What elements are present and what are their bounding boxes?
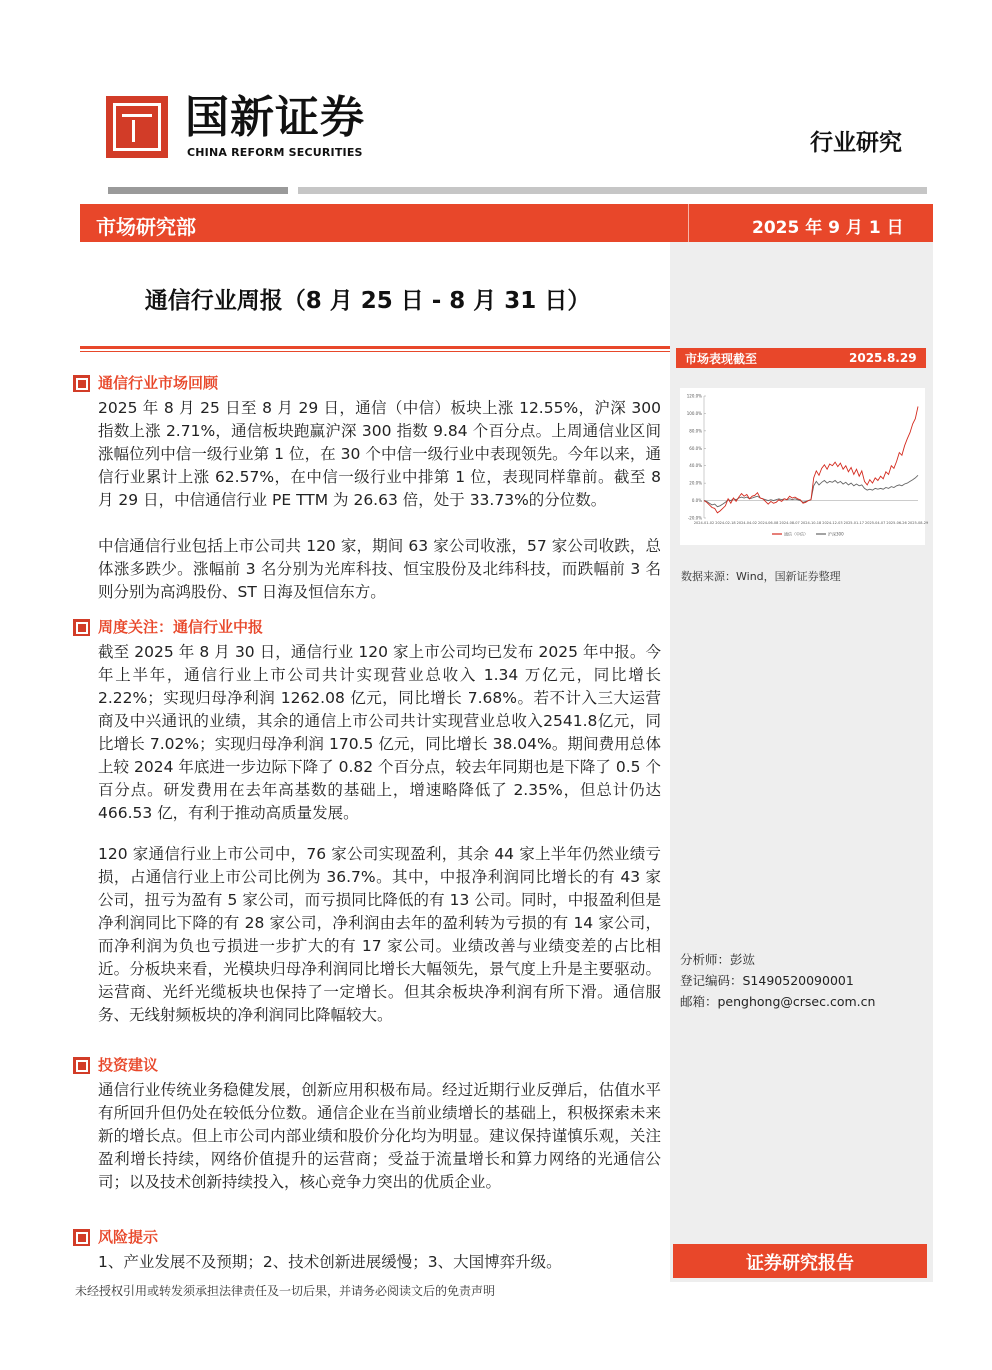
chart-source: 数据来源：Wind，国新证券整理 xyxy=(681,570,841,583)
title-underline-thin xyxy=(80,351,670,352)
analyst-email[interactable]: 邮箱：penghong@crsec.com.cn xyxy=(680,994,876,1009)
report-tag: 证券研究报告 xyxy=(746,1253,854,1274)
paragraph-investment-advice: 通信行业传统业务稳健发展，创新应用积极布局。经过近期行业反弹后，估值水平有所回升但仍处在较低分位数。通信企业在当前业绩增长的基础上，积极探索未来新的增长点。但上市公司内部业绩和股价分化均为明显。建议保持谨慎乐观，关注盈利增长持续，网络价值提升的运营商；受益于流量增长和算力网络的光通信公司；以及技术创新持续投入，核心竞争力突出的优质企业。 xyxy=(98,1081,661,1191)
market-performance-chart xyxy=(680,388,929,545)
paragraph-market-review-1: 2025 年 8 月 25 日至 8 月 29 日，通信（中信）板块上涨 12.55%，沪深 300 指数上涨 2.71%，通信板块跑赢沪深 300 指数 9.84 个百分点。上周通信业区间涨幅位列中信一级行业第 1 位，在 30 个中信一级行业中表现领先。今年以来，通信行业累计上涨 62.57%，在中信一级行业中排第 1 位，表现同样靠前。截至 8 月 29 日，中信通信行业 PE TTM 为 26.63 倍，处于 33.73%的分位数。 xyxy=(98,399,661,509)
section-bullet-icon xyxy=(73,1229,90,1246)
section-bullet-icon xyxy=(73,375,90,392)
section-bullet-icon xyxy=(73,1057,90,1074)
company-logo-english: CHINA REFORM SECURITIES xyxy=(187,146,363,159)
x-tick-label: 2024-08-07 xyxy=(779,521,800,525)
y-tick-label: -20.0% xyxy=(687,515,702,521)
market-performance-label: 市场表现截至 xyxy=(685,352,758,366)
title-underline xyxy=(80,346,670,349)
footer-disclaimer: 未经授权引用或转发须承担法律责任及一切后果，并请务必阅读文后的免责声明 xyxy=(75,1284,496,1298)
paragraph-market-review-2: 中信通信行业包括上市公司共 120 家，期间 63 家公司收涨，57 家公司收跌，总体涨多跌少。涨幅前 3 名分别为光库科技、恒宝股份及北纬科技，而跌幅前 3 名则分别为高鸿股份、ST 日海及恒信东方。 xyxy=(98,537,661,601)
section-title-investment-advice: 投资建议 xyxy=(98,1056,159,1074)
y-tick-label: 100.0% xyxy=(686,410,702,416)
analyst-reg-code: 登记编码：S1490520090001 xyxy=(680,973,854,988)
legend-label: 沪深300 xyxy=(828,531,844,537)
header-divider-light xyxy=(298,187,927,194)
y-tick-label: 120.0% xyxy=(686,393,702,399)
x-tick-label: 2024-04-02 xyxy=(736,521,757,525)
x-tick-label: 2025-06-26 xyxy=(886,521,907,525)
y-tick-label: 80.0% xyxy=(689,428,702,434)
department-name: 市场研究部 xyxy=(96,215,196,239)
x-tick-label: 2024-01-02 xyxy=(693,521,715,525)
company-logo-mark xyxy=(106,96,168,158)
section-bullet-icon xyxy=(73,619,90,636)
market-performance-date: 2025.8.29 xyxy=(849,351,917,365)
report-date: 2025 年 9 月 1 日 xyxy=(752,218,904,238)
report-type: 行业研究 xyxy=(810,130,902,156)
analyst-name: 分析师：彭竑 xyxy=(680,952,756,967)
paragraph-risk-warning: 1、产业发展不及预期；2、技术创新进展缓慢；3、大国博弈升级。 xyxy=(98,1253,562,1271)
x-tick-label: 2025-08-29 xyxy=(907,521,929,525)
legend-label: 通信（中信） xyxy=(784,531,808,537)
report-title: 通信行业周报（8 月 25 日 - 8 月 31 日） xyxy=(144,288,591,314)
paragraph-weekly-focus-2: 120 家通信行业上市公司中，76 家公司实现盈利，其余 44 家上半年仍然业绩亏损，占通信行业上市公司比例为 36.7%。其中，中报净利润同比增长的有 43 家公司，扭亏为盈有 5 家公司，而亏损同比降低的有 13 公司。同时，中报盈利但是净利润同比下降的有 28 家公司，净利润由去年的盈利转为亏损的有 14 家公司，而净利润为负也亏损进一步扩大的有 17 家公司。业绩改善与业绩变差的占比相近。分板块来看，光模块归母净利润同比增长大幅领先，景气度上升是主要驱动。运营商、光纤光缆板块也保持了一定增长。但其余板块净利润有所下滑。通信服务、无线射频板块的净利润同比降幅较大。 xyxy=(98,845,661,1024)
header-divider-dark xyxy=(108,187,288,194)
section-title-risk-warning: 风险提示 xyxy=(98,1228,159,1246)
y-tick-label: 40.0% xyxy=(689,463,702,469)
paragraph-weekly-focus-1: 截至 2025 年 8 月 30 日，通信行业 120 家上市公司均已发布 2025 年中报。今年上半年，通信行业上市公司共计实现营业总收入 1.34 万亿元，同比增长 2.22%；实现归母净利润 1262.08 亿元，同比增长 7.68%。若不计入三大运营商及中兴通讯的业绩，其余的通信上市公司共计实现营业总收入2541.8亿元，同比增长 7.02%；实现归母净利润 170.5 亿元，同比增长 38.04%。期间费用总体上较 2024 年底进一步边际下降了 0.82 个百分点，较去年同期也是下降了 0.5 个百分点。研发费用在去年高基数的基础上，增速略降低了 2.35%，但总计仍达 466.53 亿，有利于推动高质量发展。 xyxy=(98,643,661,822)
x-tick-label: 2025-01-17 xyxy=(843,521,864,525)
x-tick-label: 2024-06-08 xyxy=(758,521,779,525)
market-chart-box xyxy=(680,388,929,545)
x-tick-label: 2024-10-18 xyxy=(800,521,822,525)
x-tick-label: 2024-02-18 xyxy=(715,521,736,525)
x-tick-label: 2024-12-03 xyxy=(822,521,843,525)
y-tick-label: 20.0% xyxy=(689,480,702,486)
y-tick-label: 0.0% xyxy=(691,498,702,504)
section-title-market-review: 通信行业市场回顾 xyxy=(98,374,219,392)
company-logo-name: 国新证券 xyxy=(185,92,365,143)
series-line xyxy=(704,407,918,513)
section-title-weekly-focus: 周度关注：通信行业中报 xyxy=(98,618,264,636)
x-tick-label: 2025-04-07 xyxy=(865,521,886,525)
y-tick-label: 60.0% xyxy=(689,445,702,451)
